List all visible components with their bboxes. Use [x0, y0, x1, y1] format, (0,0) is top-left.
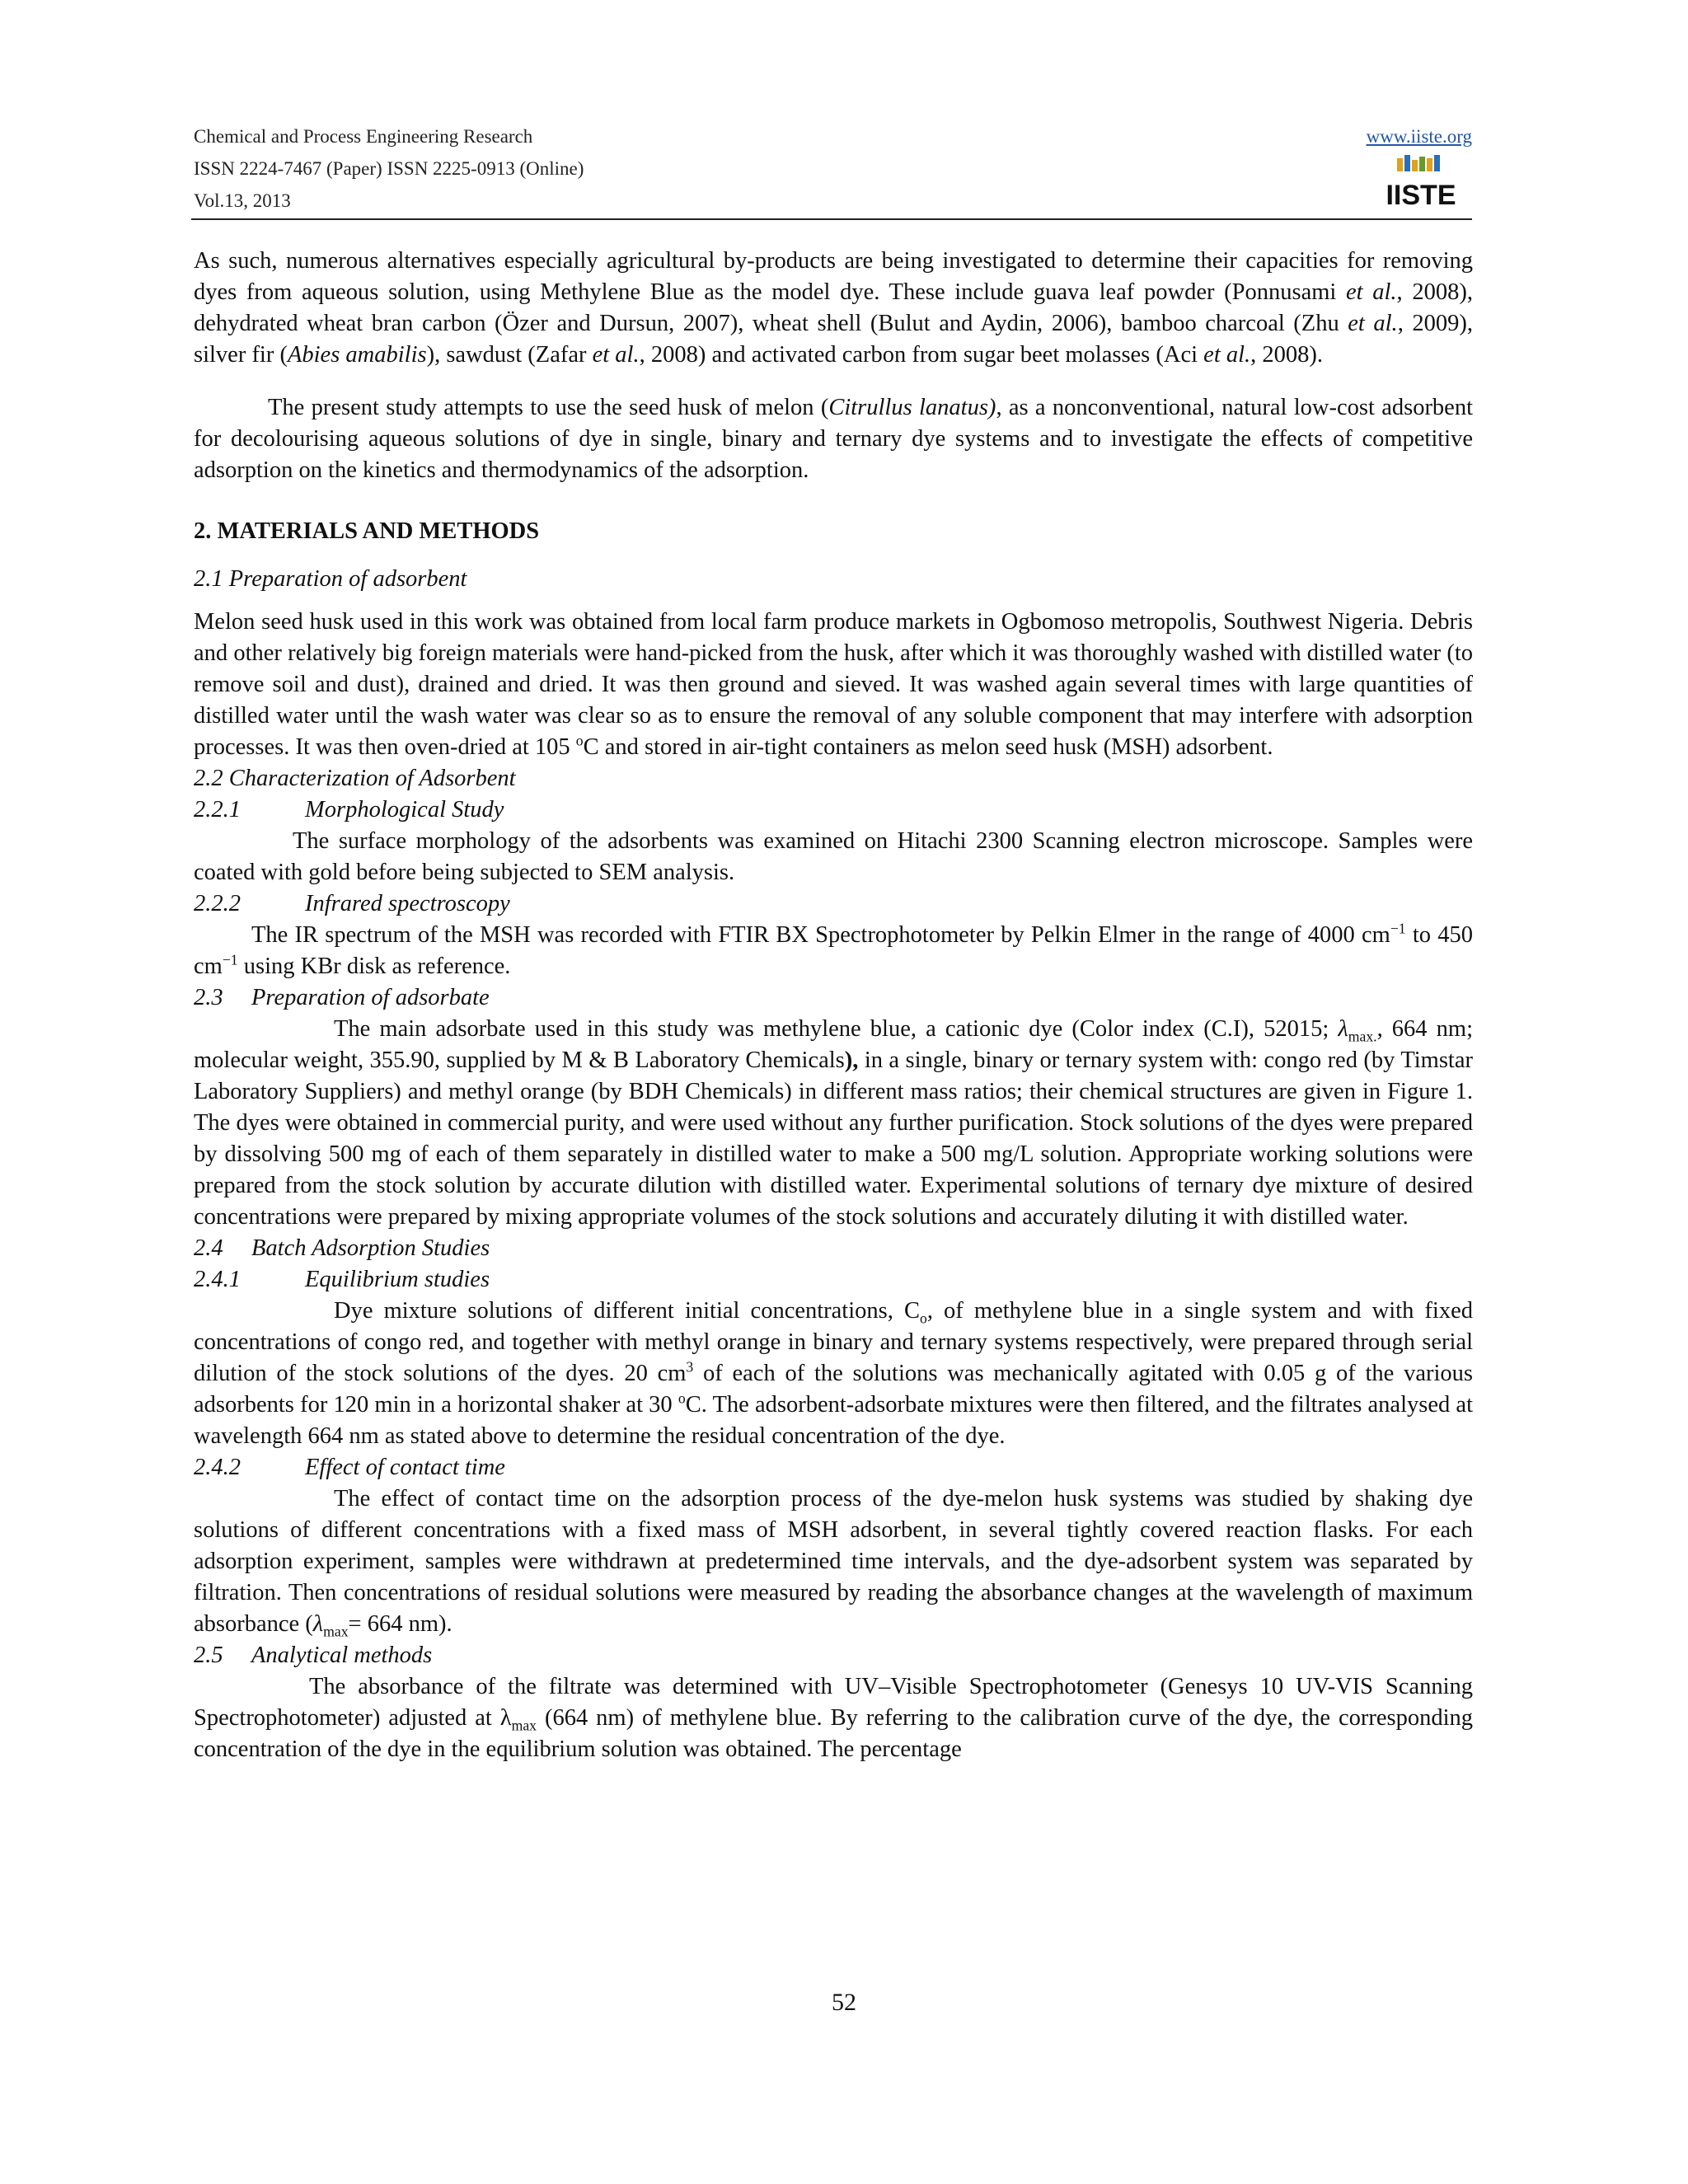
journal-url-link[interactable]: www.iiste.org [1366, 126, 1472, 147]
subsection-2-2: 2.2 Characterization of Adsorbent [194, 766, 516, 791]
paragraph-analytical: The absorbance of the filtrate was determined with UV–Visible Spectrophotometer (Genesys 10 UV-VIS Scanning Spectrophotometer) adjusted at $\lambda_{max}$ (664 nm) of methylene blue. By referring to the calibration curve of the dye, the corresponding concentration of the dye in the equilibrium solution was obtained. The percentage [194, 1674, 1473, 1762]
paragraph-adsorbate: The main adsorbate used in this study was methylene blue, a cationic dye (Color index (C.I), 52015; $\lambda_{max.}$, 664 nm; molecular weight, 355.90, supplied by M & B Laboratory Chemicals), in a single, binary or ternary system with: congo red (by Timstar Laboratory Suppliers) and methyl orange (by BDH Chemicals) in different mass ratios; their chemical structures are given in Figure 1. The dyes were obtained in commercial purity, and were used without any further purification. Stock solutions of the dyes were prepared by dissolving 500 mg of each of them separately in distilled water to make a 500 mg/L solution. Appropriate working solutions were prepared from the stock solution by accurate dilution with distilled water. Experimental solutions of ternary dye mixture of desired concentrations were prepared by mixing appropriate volumes of the stock solutions and accurately diluting it with distilled water. [194, 1016, 1473, 1230]
paragraph-alternatives: As such, numerous alternatives especially agricultural by-products are being investigated to determine their capacities for removing dyes from aqueous solution, using Methylene Blue as the model dye. These include guava leaf powder (Ponnusami et al., 2008), dehydrated wheat bran carbon (Özer and Dursun, 2007), wheat shell (Bulut and Aydin, 2006), bamboo charcoal (Zhu et al., 2009), silver fir (Abies amabilis), sawdust (Zafar et al., 2008) and activated carbon from sugar beet molasses (Aci et al., 2008). [194, 248, 1473, 368]
section-heading-materials-methods: 2. MATERIALS AND METHODS [194, 518, 540, 544]
subsection-2-2-1: 2.2.1 Morphological Study [194, 797, 504, 823]
journal-volume: Vol.13, 2013 [194, 190, 291, 211]
journal-title: Chemical and Process Engineering Research [194, 126, 533, 147]
subsection-2-3: 2.3 Preparation of adsorbate [194, 985, 490, 1010]
page-number: 52 [832, 1989, 856, 2016]
svg-text:IISTE: IISTE [1386, 180, 1456, 211]
subsection-2-4-1: 2.4.1 Equilibrium studies [194, 1267, 490, 1292]
article-body [194, 246, 1473, 1765]
subsection-2-4: 2.4 Batch Adsorption Studies [194, 1235, 490, 1261]
header-divider [191, 218, 1472, 220]
subsection-2-4-2: 2.4.2 Effect of contact time [194, 1455, 505, 1480]
journal-issn: ISSN 2224-7467 (Paper) ISSN 2225-0913 (Online) [194, 158, 584, 179]
paragraph-preparation-adsorbent: Melon seed husk used in this work was obtained from local farm produce markets in Ogbomoso metropolis, Southwest Nigeria. Debris and other relatively big foreign materials were hand-picked from the husk, after which it was thoroughly washed with distilled water (to remove soil and dust), drained and dried. It was then ground and sieved. It was washed again several times with large quantities of distilled water until the wash water was clear so as to ensure the removal of any soluble component that may interfere with adsorption processes. It was then oven-dried at 105 $^o$C and stored in air-tight containers as melon seed husk (MSH) adsorbent. [194, 609, 1473, 760]
iiste-logo-icon [1386, 153, 1456, 211]
paragraph-contact-time: The effect of contact time on the adsorption process of the dye-melon husk systems was studied by shaking dye solutions of different concentrations with a fixed mass of MSH adsorbent, in several tightly covered reaction flasks. For each adsorption experiment, samples were withdrawn at predetermined time intervals, and the dye-adsorbent system was separated by filtration. Then concentrations of residual solutions were measured by reading the absorbance changes at the wavelength of maximum absorbance ($\lambda_{max}= 664$ nm). [194, 1486, 1473, 1640]
paragraph-equilibrium: Dye mixture solutions of different initial concentrations, $C_o$, of methylene blue in a single system and with fixed concentrations of congo red, and together with methyl orange in binary and ternary systems respectively, were prepared through serial dilution of the stock solutions of the dyes. 20 $cm^3$ of each of the solutions was mechanically agitated with 0.05 g of the various adsorbents for 120 min in a horizontal shaker at 30 $^o$C. The adsorbent-adsorbate mixtures were then filtered, and the filtrates analysed at wavelength 664 nm as stated above to determine the residual concentration of the dye. [194, 1298, 1473, 1449]
subsection-2-1: 2.1 Preparation of adsorbent [194, 566, 467, 592]
subsection-2-2-2: 2.2.2 Infrared spectroscopy [194, 891, 510, 916]
paragraph-present-study: The present study attempts to use the seed husk of melon (Citrullus lanatus), as a nonconventional, natural low-cost adsorbent for decolourising aqueous solutions of dye in single, binary and ternary dye systems and to investigate the effects of competitive adsorption on the kinetics and thermodynamics of the adsorption. [194, 395, 1473, 483]
paragraph-morphology: The surface morphology of the adsorbents was examined on Hitachi 2300 Scanning electron microscope. Samples were coated with gold before being subjected to SEM analysis. [194, 828, 1473, 885]
subsection-2-5: 2.5 Analytical methods [194, 1643, 433, 1668]
paragraph-ir: The IR spectrum of the MSH was recorded with FTIR BX Spectrophotometer by Pelkin Elmer in the range of 4000 $cm^{-1}$ to 450 $cm^{-1}$ using KBr disk as reference. [194, 920, 1473, 979]
